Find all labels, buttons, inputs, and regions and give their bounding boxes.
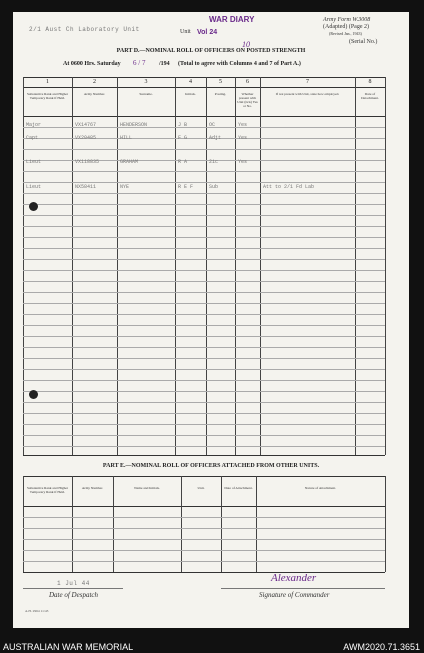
column-header: Whether present with Unit (tick) Yes or No. xyxy=(237,92,258,108)
ruled-line xyxy=(23,182,385,183)
unit-label: Unit xyxy=(180,29,191,35)
table-cell: GRAHAM xyxy=(120,159,139,165)
ruled-line xyxy=(23,270,385,271)
column-header: If not present with Unit, state how employed. xyxy=(275,92,340,96)
table-d-number-row-border xyxy=(23,87,385,88)
table-cell: Att to 2/1 Fd Lab xyxy=(263,184,315,190)
table-cell: NX58411 xyxy=(75,184,97,190)
column-header: Substantive Rank and Higher Temporary Rank if Held. xyxy=(26,486,69,494)
table-cell: Sub xyxy=(209,184,219,190)
table-e-column-line xyxy=(256,476,257,572)
ruled-line xyxy=(23,424,385,425)
column-number: 4 xyxy=(189,79,192,85)
ruled-line xyxy=(23,171,385,172)
table-d-column-line xyxy=(175,77,176,455)
table-cell: VX20485 xyxy=(75,135,97,141)
commander-signature: Alexander xyxy=(271,572,317,584)
ruled-line xyxy=(23,391,385,392)
caption-accession: AWM2020.71.3651 xyxy=(343,642,420,652)
caption-bar xyxy=(0,628,424,653)
date-note: (Total to agree with Columns 4 and 7 of Part A.) xyxy=(178,61,301,67)
column-header: Nature of Attachment. xyxy=(304,486,337,490)
unit-name: 2/1 Aust Ch Laboratory Unit xyxy=(29,26,140,33)
column-header: Initials. xyxy=(185,92,196,96)
ruled-line xyxy=(23,303,385,304)
column-header: Army Number. xyxy=(83,92,106,96)
table-cell: F G xyxy=(178,135,188,141)
table-e-column-line xyxy=(221,476,222,572)
despatch-date-value: 1 Jul 44 xyxy=(57,580,90,587)
column-number: 6 xyxy=(246,79,249,85)
part-d-title: PART D.—NOMINAL ROLL OF OFFICERS ON POSTED STRENGTH xyxy=(116,48,306,54)
table-d-column-line xyxy=(206,77,207,455)
table-cell: HILL xyxy=(120,135,133,141)
date-value: 6 / 7 xyxy=(133,59,146,67)
column-header: Name and Initials. xyxy=(134,486,160,490)
table-cell: Capt xyxy=(26,135,39,141)
table-d-header-border xyxy=(23,116,385,117)
column-number: 5 xyxy=(219,79,222,85)
table-cell: VX118835 xyxy=(75,159,100,165)
ruled-line xyxy=(23,550,385,551)
ruled-line xyxy=(23,380,385,381)
ruled-line xyxy=(23,226,385,227)
column-number: 1 xyxy=(46,79,49,85)
table-cell: 2ic xyxy=(209,159,219,165)
serial-label: (Serial No.) xyxy=(349,39,378,45)
punch-hole-bottom xyxy=(29,390,38,399)
ruled-line xyxy=(23,358,385,359)
ruled-line xyxy=(23,248,385,249)
column-header: Substantive Rank and Higher Temporary Rank if Held. xyxy=(26,92,69,100)
table-e-header-border xyxy=(23,506,385,507)
table-d-column-line xyxy=(235,77,236,455)
signature-label: Signature of Commander xyxy=(259,591,330,599)
table-e-top-border xyxy=(23,476,385,477)
table-cell: J B xyxy=(178,122,188,128)
ruled-line xyxy=(23,347,385,348)
ruled-line xyxy=(23,528,385,529)
ruled-line xyxy=(23,325,385,326)
ruled-line xyxy=(23,539,385,540)
table-cell: HENDERSON xyxy=(120,122,148,128)
ruled-line xyxy=(23,259,385,260)
table-e-column-line xyxy=(181,476,182,572)
table-d-column-line xyxy=(72,77,73,455)
table-cell: Adjt xyxy=(209,135,222,141)
table-cell: Lieut xyxy=(26,184,42,190)
ruled-line xyxy=(23,517,385,518)
table-cell: R A xyxy=(178,159,188,165)
table-d-column-line xyxy=(260,77,261,455)
column-number: 7 xyxy=(306,79,309,85)
column-header: Date of Attachment. xyxy=(224,486,253,490)
table-cell: NYE xyxy=(120,184,130,190)
table-cell: OC xyxy=(209,122,216,128)
punch-hole-top xyxy=(29,202,38,211)
form-revised: (Revised Jan., 1943) xyxy=(329,31,362,36)
table-d-column-line xyxy=(117,77,118,455)
table-cell: Major xyxy=(26,122,42,128)
column-header: Surname. xyxy=(139,92,153,96)
ruled-line xyxy=(23,446,385,447)
document-sheet xyxy=(13,12,409,628)
table-e-column-line xyxy=(385,476,386,572)
column-number: 8 xyxy=(368,79,372,85)
part-e-title: PART E.—NOMINAL ROLL OF OFFICERS ATTACHED FROM OTHER UNITS. xyxy=(102,463,320,469)
ruled-line xyxy=(23,193,385,194)
despatch-line xyxy=(23,588,123,589)
ruled-line xyxy=(23,292,385,293)
table-cell: R E F xyxy=(178,184,194,190)
table-cell: Lieut xyxy=(26,159,42,165)
form-adapted: (Adapted) (Page 2) xyxy=(323,24,369,30)
ruled-line xyxy=(23,402,385,403)
ruled-line xyxy=(23,215,385,216)
table-d-top-border xyxy=(23,77,385,78)
ruled-line xyxy=(23,237,385,238)
column-number: 2 xyxy=(93,79,96,85)
ruled-line xyxy=(23,336,385,337)
form-number: Army Form W.3008 xyxy=(323,17,371,23)
column-header: Date of Detachment. xyxy=(361,92,379,100)
table-d-column-line xyxy=(355,77,356,455)
table-d-bottom-border xyxy=(23,455,385,456)
caption-source: AUSTRALIAN WAR MEMORIAL xyxy=(3,642,134,652)
table-e-column-line xyxy=(72,476,73,572)
folio-number: 10 xyxy=(242,40,250,49)
table-d-column-line xyxy=(23,77,24,455)
column-header: Unit. xyxy=(197,486,205,490)
ruled-line xyxy=(23,561,385,562)
date-line-label: At 0600 Hrs. Saturday xyxy=(63,61,121,67)
table-cell: Yes xyxy=(238,159,248,165)
column-header: Posting. xyxy=(214,92,227,96)
war-diary-stamp: WAR DIARY xyxy=(209,15,255,24)
despatch-label: Date of Despatch xyxy=(49,591,98,599)
table-e-column-line xyxy=(113,476,114,572)
table-cell: Yes xyxy=(238,122,248,128)
ruled-line xyxy=(23,413,385,414)
date-year: /194 xyxy=(159,61,170,67)
table-cell: Yes xyxy=(238,135,248,141)
table-e-bottom-border xyxy=(23,572,385,573)
column-header: Army Number. xyxy=(81,486,104,490)
table-d-column-line xyxy=(385,77,386,455)
column-number: 3 xyxy=(144,79,148,85)
ruled-line xyxy=(23,435,385,436)
printer-code: A.H. 2964 11/43 xyxy=(25,609,49,613)
volume-stamp: Vol 24 xyxy=(197,29,218,36)
ruled-line xyxy=(23,149,385,150)
ruled-line xyxy=(23,281,385,282)
ruled-line xyxy=(23,204,385,205)
ruled-line xyxy=(23,314,385,315)
ruled-line xyxy=(23,369,385,370)
signature-line xyxy=(221,588,385,589)
table-cell: VX14767 xyxy=(75,122,97,128)
